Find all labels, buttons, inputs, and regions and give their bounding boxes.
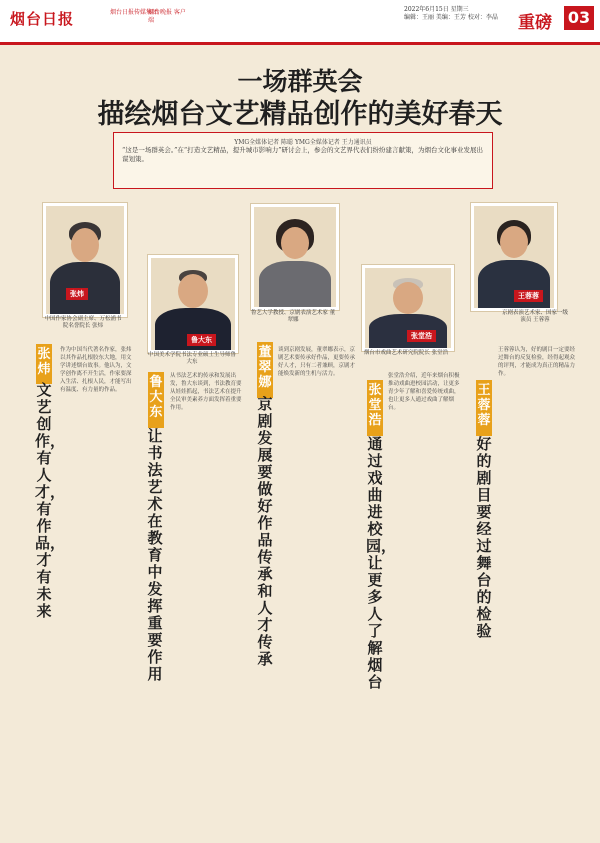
name-plate: 张炜 — [66, 288, 88, 300]
name-plate: 鲁大东 — [187, 334, 216, 346]
blouse-shape — [259, 261, 331, 307]
article-text-dong-cuina: 谈到京剧发展，董翠娜表示，京剧艺术要传承好作品，更要传承好人才，只有二者兼顾，京剧才能焕发新的生机与活力。 — [278, 347, 356, 377]
masthead — [0, 0, 600, 45]
face-shape — [500, 226, 528, 258]
caption-dong-cuina: 鲁艺大学教授、京剧表演艺术家 董翠娜 — [250, 310, 336, 323]
byline: YMG全媒体记者 陈聪 YMG全媒体记者 王力通讯员 — [234, 139, 372, 146]
page-number: 03 — [564, 6, 594, 30]
headline-zhang-wei: 文艺创作，有人才，有作品，才有未来 — [35, 381, 66, 620]
lead-text: “这是一场群英会。”在“打造文艺精品，提升城市影响力”研讨会上，参会的文艺界代表们纷纷建言献策，为烟台文化事业发展出谋划策。 — [122, 146, 484, 163]
face-shape — [281, 227, 309, 259]
headline-wang-rongrong: 好的剧目要经过舞台的检验 — [476, 435, 492, 640]
caption-zhang-wei: 中国作家协会副主席、万松浦书院名誉院长 张炜 — [44, 316, 122, 329]
issue-info — [404, 6, 516, 22]
headline-line-2: 描绘烟台文艺精品创作的美好春天 — [97, 99, 503, 130]
name-plate: 张堂浩 — [407, 330, 436, 342]
photo-lu-dadong — [148, 255, 238, 353]
face-shape — [71, 228, 99, 262]
face-shape — [393, 282, 423, 314]
vertical-name-zhang-tanghao: 张堂浩 — [367, 380, 383, 436]
issue-editors: 编辑：王丽 美编：王芳 校对：李晶 — [404, 14, 498, 21]
logo-subtitle: 烟台日报传媒集团 — [110, 9, 159, 16]
vertical-name-lu-dadong: 鲁大东 — [148, 372, 164, 428]
article-text-wang-rongrong: 王蓉蓉认为，好的剧目一定要经过舞台的反复检验，经得起观众的评判，才能成为真正的精品力作。 — [498, 347, 576, 377]
article-text-lu-dadong: 从书法艺术的传承和发展出发，鲁大东谈到，书法教育要从娃娃抓起，书法艺术在提升全民审美素养方面发挥着重要作用。 — [170, 373, 242, 411]
newspaper-logo: 烟台日报 — [10, 10, 75, 28]
photo-dong-cuina — [251, 204, 339, 310]
lead-box — [113, 132, 493, 189]
photo-zhang-tanghao — [362, 265, 454, 351]
photo-wang-rongrong — [471, 203, 557, 311]
article-text-zhang-tanghao: 张堂浩介绍，近年来烟台积极推动戏曲进校园活动，让更多青少年了解和喜爱传统戏曲，也让更多人通过戏曲了解烟台。 — [388, 373, 460, 411]
headline-line-1: 一场群英会 — [237, 67, 363, 96]
name-plate: 王蓉蓉 — [514, 290, 543, 302]
headline-zhang-tanghao: 通过戏曲进校园，让更多人了解烟台 — [366, 435, 397, 691]
vertical-name-wang-rongrong: 王蓉蓉 — [476, 380, 492, 436]
headline-dong-cuina: 京剧发展要做好作品传承和人才传承 — [257, 395, 273, 668]
vertical-name-dong-cuina: 董翠娜 — [257, 342, 273, 398]
section-title: 重磅 — [518, 13, 552, 33]
headline-lu-dadong: 让书法艺术在教育中发挥重要作用 — [147, 427, 163, 683]
photo-zhang-wei — [43, 203, 127, 317]
logo-subtitle-2: 烟台晚报 客户端 — [148, 9, 186, 24]
face-shape — [178, 274, 208, 308]
caption-zhang-tanghao: 烟台市戏曲艺术研究院院长 张堂浩 — [363, 350, 449, 356]
caption-wang-rongrong: 京剧表演艺术家、国家一级演员 王蓉蓉 — [501, 310, 568, 323]
caption-lu-dadong: 中国美术学院书法专业硕士生导师鲁大东 — [147, 352, 236, 365]
article-text-zhang-wei: 作为中国当代著名作家，张炜以其作品扎根胶东大地，用文学讲述烟台故事。他认为，文学创作离不开生活，作家要深入生活、扎根人民，才能写出有温度、有力量的作品。 — [60, 347, 132, 393]
vertical-name-zhang-wei: 张炜 — [36, 344, 52, 384]
issue-date: 2022年6月15日 星期三 — [404, 6, 469, 13]
